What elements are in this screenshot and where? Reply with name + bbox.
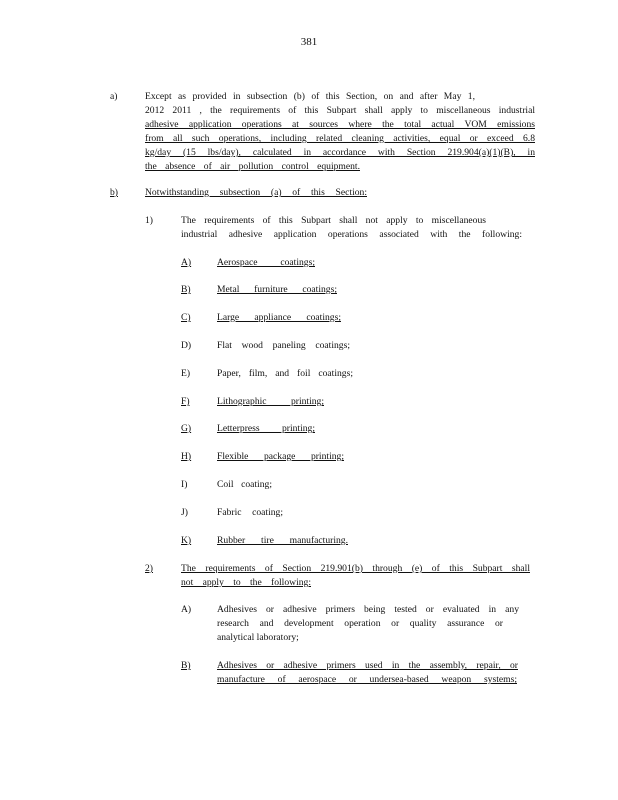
subsection-b-label: b) <box>110 187 118 198</box>
item-1-d-label: D) <box>181 340 192 351</box>
subsection-a-line-1: Except as provided in subsection (b) of this Section, on and after May 1, <box>145 91 475 102</box>
item-1-j-label: J) <box>181 507 188 518</box>
item-1-e-label: E) <box>181 368 191 379</box>
item-1-line-1: The requirements of this Subpart shall not apply to miscellaneous <box>181 215 486 226</box>
item-1-j-text: Fabric coating; <box>217 507 283 518</box>
item-1-c-text: Large appliance coatings; <box>217 312 341 323</box>
item-1-a-label: A) <box>181 257 192 268</box>
subsection-a-line-4: from all such operations, including related cleaning activities, equal or exceed 6.8 <box>145 133 535 144</box>
item-1-line-2: industrial adhesive application operations associated with the following: <box>181 229 522 240</box>
item-1-k-label: K) <box>181 535 192 546</box>
item-1-h-label: H) <box>181 451 192 462</box>
item-2-b-label: B) <box>181 660 191 671</box>
item-1-e-text: Paper, film, and foil coatings; <box>217 368 353 379</box>
item-1-c-label: C) <box>181 312 191 323</box>
item-1-h-text: Flexible package printing; <box>217 451 344 462</box>
page-number: 381 <box>300 36 318 48</box>
subsection-b-heading: Notwithstanding subsection (a) of this Section: <box>145 187 367 198</box>
item-1-f-label: F) <box>181 396 190 407</box>
item-2-line-2: not apply to the following: <box>181 577 311 588</box>
item-1-b-label: B) <box>181 284 191 295</box>
item-1-i-label: I) <box>181 479 188 490</box>
subsection-a-line-3: adhesive application operations at sources where the total actual VOM emissions <box>145 119 535 130</box>
item-2-a-line-2: research and development operation or quality assurance or <box>217 618 503 629</box>
item-1-label: 1) <box>145 215 153 226</box>
item-1-i-text: Coil coating; <box>217 479 272 490</box>
subsection-a-line-5: kg/day (15 lbs/day), calculated in accordance with Section 219.904(a)(1)(B), in <box>145 147 535 158</box>
item-2-line-1: The requirements of Section 219.901(b) through (e) of this Subpart shall <box>181 563 530 574</box>
item-1-f-text: Lithographic printing; <box>217 396 324 407</box>
item-2-a-line-3: analytical laboratory; <box>217 632 299 643</box>
item-2-b-line-2: manufacture of aerospace or undersea-based weapon systems; <box>217 674 517 685</box>
item-1-b-text: Metal furniture coatings; <box>217 284 337 295</box>
item-2-a-line-1: Adhesives or adhesive primers being tested or evaluated in any <box>217 604 519 615</box>
subsection-a-line-6: the absence of air pollution control equipment. <box>145 161 360 172</box>
item-1-a-text: Aerospace coatings; <box>217 257 315 268</box>
item-1-g-text: Letterpress printing; <box>217 423 315 434</box>
subsection-a-label: a) <box>110 91 118 102</box>
item-1-k-text: Rubber tire manufacturing. <box>217 535 348 546</box>
item-2-a-label: A) <box>181 604 192 615</box>
item-1-d-text: Flat wood paneling coatings; <box>217 340 350 351</box>
item-1-g-label: G) <box>181 423 192 434</box>
item-2-b-line-1: Adhesives or adhesive primers used in the assembly, repair, or <box>217 660 518 671</box>
item-2-label: 2) <box>145 563 153 574</box>
subsection-a-line-2: 2012 2011 , the requirements of this Subpart shall apply to miscellaneous industrial <box>145 105 535 116</box>
